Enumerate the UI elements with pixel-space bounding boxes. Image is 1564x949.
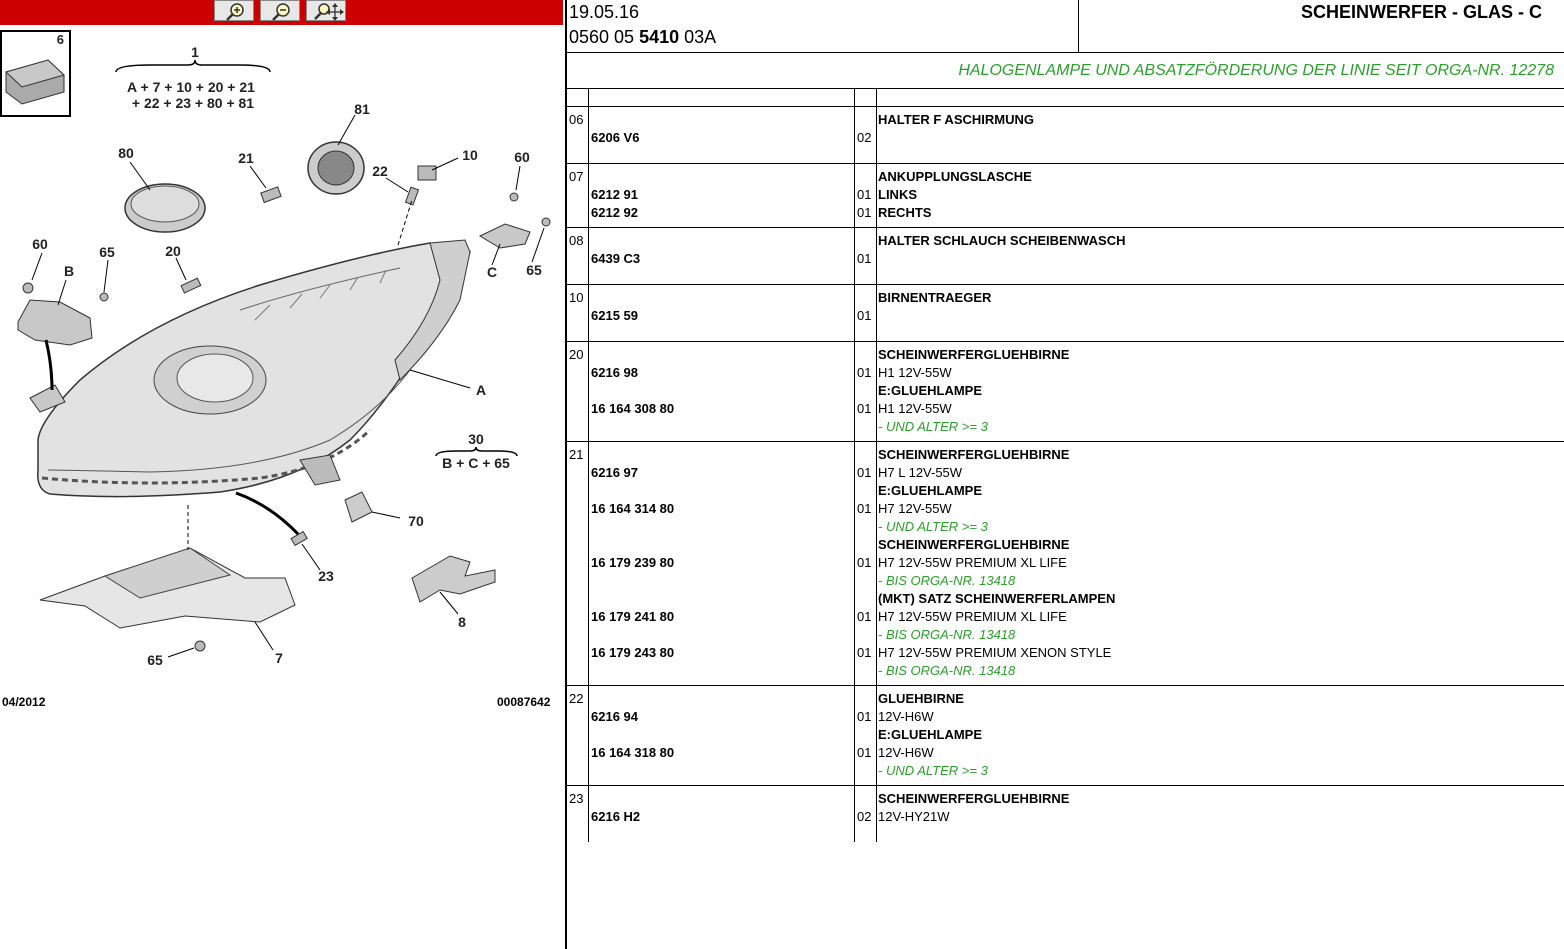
part-number[interactable]: 16 179 241 80 bbox=[591, 609, 675, 624]
zoom-in-icon bbox=[215, 1, 255, 22]
row-position: 06 bbox=[569, 112, 584, 127]
part-number[interactable]: 16 164 308 80 bbox=[591, 401, 675, 416]
part-number[interactable]: 6216 94 bbox=[591, 709, 638, 724]
callout-7: 7 bbox=[275, 650, 283, 666]
quantity: 02 bbox=[857, 809, 872, 824]
part-number[interactable]: 6439 C3 bbox=[591, 251, 641, 266]
row-position: 21 bbox=[569, 447, 584, 462]
cover-7 bbox=[40, 548, 295, 628]
part-number[interactable]: 6206 V6 bbox=[591, 130, 640, 145]
callout-60-right: 60 bbox=[514, 149, 530, 165]
part-number[interactable]: 16 164 314 80 bbox=[591, 501, 675, 516]
part-description: H1 12V-55W bbox=[878, 401, 952, 416]
bracket-70 bbox=[345, 492, 372, 522]
quantity: 01 bbox=[857, 187, 872, 202]
applicability-note: - UND ALTER >= 3 bbox=[878, 763, 988, 778]
diagram-code: 00087642 bbox=[497, 695, 551, 709]
applicability-note: - BIS ORGA-NR. 13418 bbox=[878, 627, 1016, 642]
part-description: E:GLUEHLAMPE bbox=[878, 483, 982, 498]
quantity: 01 bbox=[857, 645, 872, 660]
callout-20: 20 bbox=[165, 243, 181, 259]
part-description: 12V-H6W bbox=[878, 709, 934, 724]
callout-21: 21 bbox=[238, 150, 254, 166]
quantity: 01 bbox=[857, 501, 872, 516]
page-subtitle: HALOGENLAMPE UND ABSATZFÖRDERUNG DER LINIE SEIT ORGA-NR. 12278 bbox=[958, 62, 1554, 79]
part-description: 12V-H6W bbox=[878, 745, 934, 760]
row-position: 22 bbox=[569, 691, 584, 706]
row-position: 08 bbox=[569, 233, 584, 248]
callout-65-bottom: 65 bbox=[147, 652, 163, 668]
quantity: 01 bbox=[857, 365, 872, 380]
part-description: SCHEINWERFERGLUEHBIRNE bbox=[878, 791, 1070, 806]
applicability-note: - BIS ORGA-NR. 13418 bbox=[878, 573, 1016, 588]
row-position: 20 bbox=[569, 347, 584, 362]
part-description: (MKT) SATZ SCHEINWERFERLAMPEN bbox=[878, 591, 1116, 606]
quantity: 01 bbox=[857, 609, 872, 624]
part-number[interactable]: 6216 H2 bbox=[591, 809, 641, 824]
header-ref-suffix: 03A bbox=[684, 27, 717, 47]
zoom-out-button[interactable] bbox=[260, 0, 300, 21]
callout-65-left: 65 bbox=[99, 244, 115, 260]
kit30-number: 30 bbox=[468, 431, 484, 447]
quantity: 01 bbox=[857, 745, 872, 760]
part-number[interactable]: 6212 91 bbox=[591, 187, 638, 202]
row-position: 10 bbox=[569, 290, 584, 305]
quantity: 01 bbox=[857, 401, 872, 416]
part-number[interactable]: 16 164 318 80 bbox=[591, 745, 675, 760]
quantity: 01 bbox=[857, 205, 872, 220]
callout-10: 10 bbox=[462, 147, 478, 163]
part-description: H7 12V-55W PREMIUM XL LIFE bbox=[878, 555, 1067, 570]
callout-23: 23 bbox=[318, 568, 334, 584]
part-description: H7 L 12V-55W bbox=[878, 465, 963, 480]
header-ref bbox=[569, 27, 716, 48]
part-description: H7 12V-55W PREMIUM XENON STYLE bbox=[878, 645, 1112, 660]
part-description: E:GLUEHLAMPE bbox=[878, 727, 982, 742]
quantity: 01 bbox=[857, 251, 872, 266]
part-description: LINKS bbox=[878, 187, 917, 202]
callout-80: 80 bbox=[118, 145, 134, 161]
callout-22: 22 bbox=[372, 163, 388, 179]
zoom-pan-icon bbox=[307, 1, 347, 22]
quantity: 01 bbox=[857, 465, 872, 480]
bracket-8 bbox=[412, 556, 495, 602]
bracket-b bbox=[18, 300, 92, 345]
zoom-in-button[interactable] bbox=[214, 0, 254, 21]
kit30-line: B + C + 65 bbox=[442, 455, 510, 471]
part-description: HALTER SCHLAUCH SCHEIBENWASCH bbox=[878, 233, 1126, 248]
part-description: H7 12V-55W bbox=[878, 501, 952, 516]
part-number[interactable]: 6216 97 bbox=[591, 465, 638, 480]
applicability-note: - UND ALTER >= 3 bbox=[878, 419, 988, 434]
part-description: SCHEINWERFERGLUEHBIRNE bbox=[878, 347, 1070, 362]
part-description: H1 12V-55W bbox=[878, 365, 952, 380]
diagram-pane bbox=[0, 0, 563, 949]
page-title: SCHEINWERFER - GLAS - C bbox=[1301, 2, 1542, 22]
bracket-c bbox=[480, 224, 530, 248]
diagram-date: 04/2012 bbox=[2, 695, 46, 709]
exploded-diagram bbox=[0, 25, 563, 690]
part-description: E:GLUEHLAMPE bbox=[878, 383, 982, 398]
part-description: 12V-HY21W bbox=[878, 809, 950, 824]
part-number[interactable]: 6215 59 bbox=[591, 308, 638, 323]
callout-81: 81 bbox=[354, 101, 370, 117]
header-ref-prefix: 0560 05 bbox=[569, 27, 635, 47]
quantity: 02 bbox=[857, 130, 872, 145]
callout-70: 70 bbox=[408, 513, 424, 529]
kit1-line1: A + 7 + 10 + 20 + 21 bbox=[127, 79, 255, 95]
part-number[interactable]: 16 179 243 80 bbox=[591, 645, 675, 660]
callout-60-left: 60 bbox=[32, 236, 48, 252]
callout-c: C bbox=[486, 264, 498, 280]
headlamp-assembly bbox=[38, 240, 470, 497]
part-description: BIRNENTRAEGER bbox=[878, 290, 992, 305]
part-number[interactable]: 6212 92 bbox=[591, 205, 638, 220]
part-description: ANKUPPLUNGSLASCHE bbox=[878, 169, 1032, 184]
quantity: 01 bbox=[857, 308, 872, 323]
callout-a: A bbox=[475, 382, 487, 398]
part-number[interactable]: 6216 98 bbox=[591, 365, 638, 380]
part-number[interactable]: 16 179 239 80 bbox=[591, 555, 675, 570]
quantity: 01 bbox=[857, 555, 872, 570]
part-description: GLUEHBIRNE bbox=[878, 691, 964, 706]
callout-8: 8 bbox=[458, 614, 466, 630]
zoom-out-icon bbox=[261, 1, 301, 22]
inset-label: 6 bbox=[56, 32, 64, 47]
row-position: 07 bbox=[569, 169, 584, 184]
kit1-line2: + 22 + 23 + 80 + 81 bbox=[131, 95, 255, 111]
row-position: 23 bbox=[569, 791, 584, 806]
callout-65-right: 65 bbox=[526, 262, 542, 278]
callout-b: B bbox=[63, 263, 75, 279]
part-description: HALTER F ASCHIRMUNG bbox=[878, 112, 1034, 127]
parts-pane bbox=[567, 0, 1564, 949]
kit1-number: 1 bbox=[191, 44, 199, 60]
part-description: SCHEINWERFERGLUEHBIRNE bbox=[878, 537, 1070, 552]
part-description: RECHTS bbox=[878, 205, 932, 220]
header-date: 19.05.16 bbox=[569, 2, 640, 22]
quantity: 01 bbox=[857, 709, 872, 724]
applicability-note: - UND ALTER >= 3 bbox=[878, 519, 988, 534]
part-description: H7 12V-55W PREMIUM XL LIFE bbox=[878, 609, 1067, 624]
header-ref-bold: 5410 bbox=[639, 27, 680, 47]
zoom-pan-button[interactable] bbox=[306, 0, 346, 21]
applicability-note: - BIS ORGA-NR. 13418 bbox=[878, 663, 1016, 678]
part-description: SCHEINWERFERGLUEHBIRNE bbox=[878, 447, 1070, 462]
